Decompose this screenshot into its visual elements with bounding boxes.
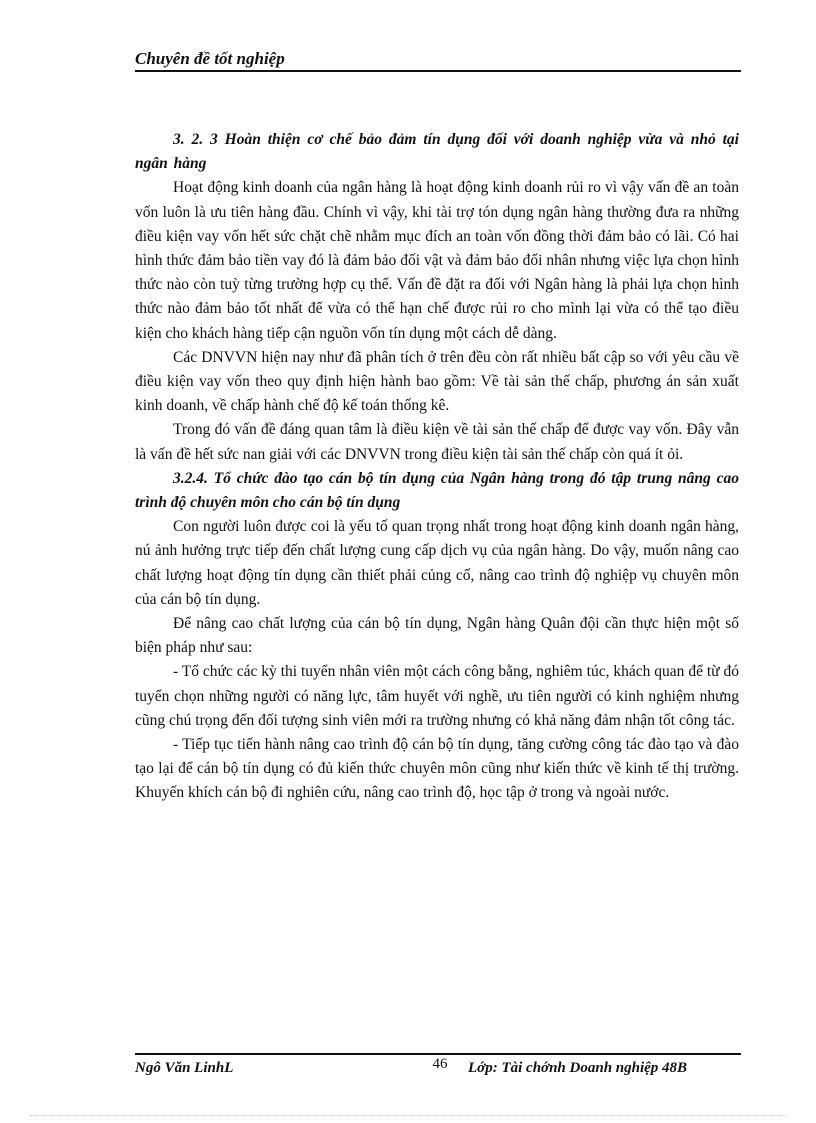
header-divider [135,70,741,72]
bullet-paragraph: - Tổ chức các kỳ thi tuyển nhân viên một cách công bằng, nghiêm túc, khách quan để từ đó tuyển chọn những người có năng lực, tâm huyết với nghề, ưu tiên người có kinh nghiệm nhưng cũng chú trọng đến đối tượng sinh viên mới ra trường nhưng có khả năng đảm nhận tốt công tác. [135,663,739,729]
page-number: 46 [432,1056,448,1072]
document-body [135,128,739,806]
page-edge-divider [30,1115,786,1116]
paragraph: Hoạt động kinh doanh của ngân hàng là hoạt động kinh doanh rủi ro vì vậy vấn đề an toàn vốn luôn là ưu tiên hàng đầu. Chính vì vậy, khi tài trợ tón dụng ngân hàng thường đưa ra những điều kiện vay vốn hết sức chặt chẽ nhằm mục đích an toàn vốn đồng thời đảm bảo có lãi. Có hai hình thức đảm bảo tiền vay đó là đảm bảo đối vật và đảm bảo đối nhân nhưng việc lựa chọn hình thức nào còn tuỳ từng trường hợp cụ thể. Vấn đề đặt ra đối với Ngân hàng là phải lựa chọn hình thức nào đảm bảo tốt nhất để vừa có thể hạn chế được rủi ro cho mình lại vừa có thể tạo điều kiện cho khách hàng tiếp cận nguồn vốn tín dụng một cách dễ dàng. [135,179,739,342]
paragraph: Để nâng cao chất lượng của cán bộ tín dụng, Ngân hàng Quân đội cần thực hiện một số biện pháp như sau: [135,615,739,657]
paragraph: Các DNVVN hiện nay như đã phân tích ở trên đều còn rất nhiều bất cập so với yêu cầu về điều kiện vay vốn theo quy định hiện hành bao gồm: Về tài sản thế chấp, phương án sản xuất kinh doanh, về chấp hành chế độ kế toán thống kê. [135,348,739,415]
section-heading-3-2-3: 3. 2. 3 Hoàn thiện cơ chế bảo đảm tín dụng đối với doanh nghiệp vừa và nhỏ tại ngân hàng [135,131,739,173]
bullet-paragraph: - Tiếp tục tiến hành nâng cao trình độ cán bộ tín dụng, tăng cường công tác đào tạo và đào tạo lại để cán bộ tín dụng có đủ kiến thức chuyên môn cũng như kiến thức về kinh tế thị trường. Khuyến khích cán bộ đi nghiên cứu, nâng cao trình độ, học tập ở trong và ngoài nước. [135,736,739,802]
paragraph: Trong đó vấn đề đáng quan tâm là điều kiện về tài sản thế chấp để được vay vốn. Đây vẫn là vấn đề hết sức nan giải với các DNVVN trong điều kiện tài sản thế chấp còn quá ít ỏi. [135,421,739,463]
footer-class-label: Lớp: Tài chớnh Doanh nghiệp 48B [468,1060,688,1076]
section-heading-3-2-4: 3.2.4. Tổ chức đào tạo cán bộ tín dụng của Ngân hàng trong đó tập trung nâng cao trình độ chuyên môn cho cán bộ tín dụng [135,469,739,512]
document-header-title: Chuyên đề tốt nghiệp [135,49,285,68]
paragraph: Con người luôn được coi là yếu tố quan trọng nhất trong hoạt động kinh doanh ngân hàng, nú ảnh hưởng trực tiếp đến chất lượng cung cấp dịch vụ của ngân hàng. Do vậy, muốn nâng cao chất lượng hoạt động tín dụng cần thiết phải củng cố, nâng cao trình độ nghiệp vụ chuyên môn của cán bộ tín dụng. [135,518,739,608]
footer-author: Ngô Văn LinhL [135,1060,234,1076]
